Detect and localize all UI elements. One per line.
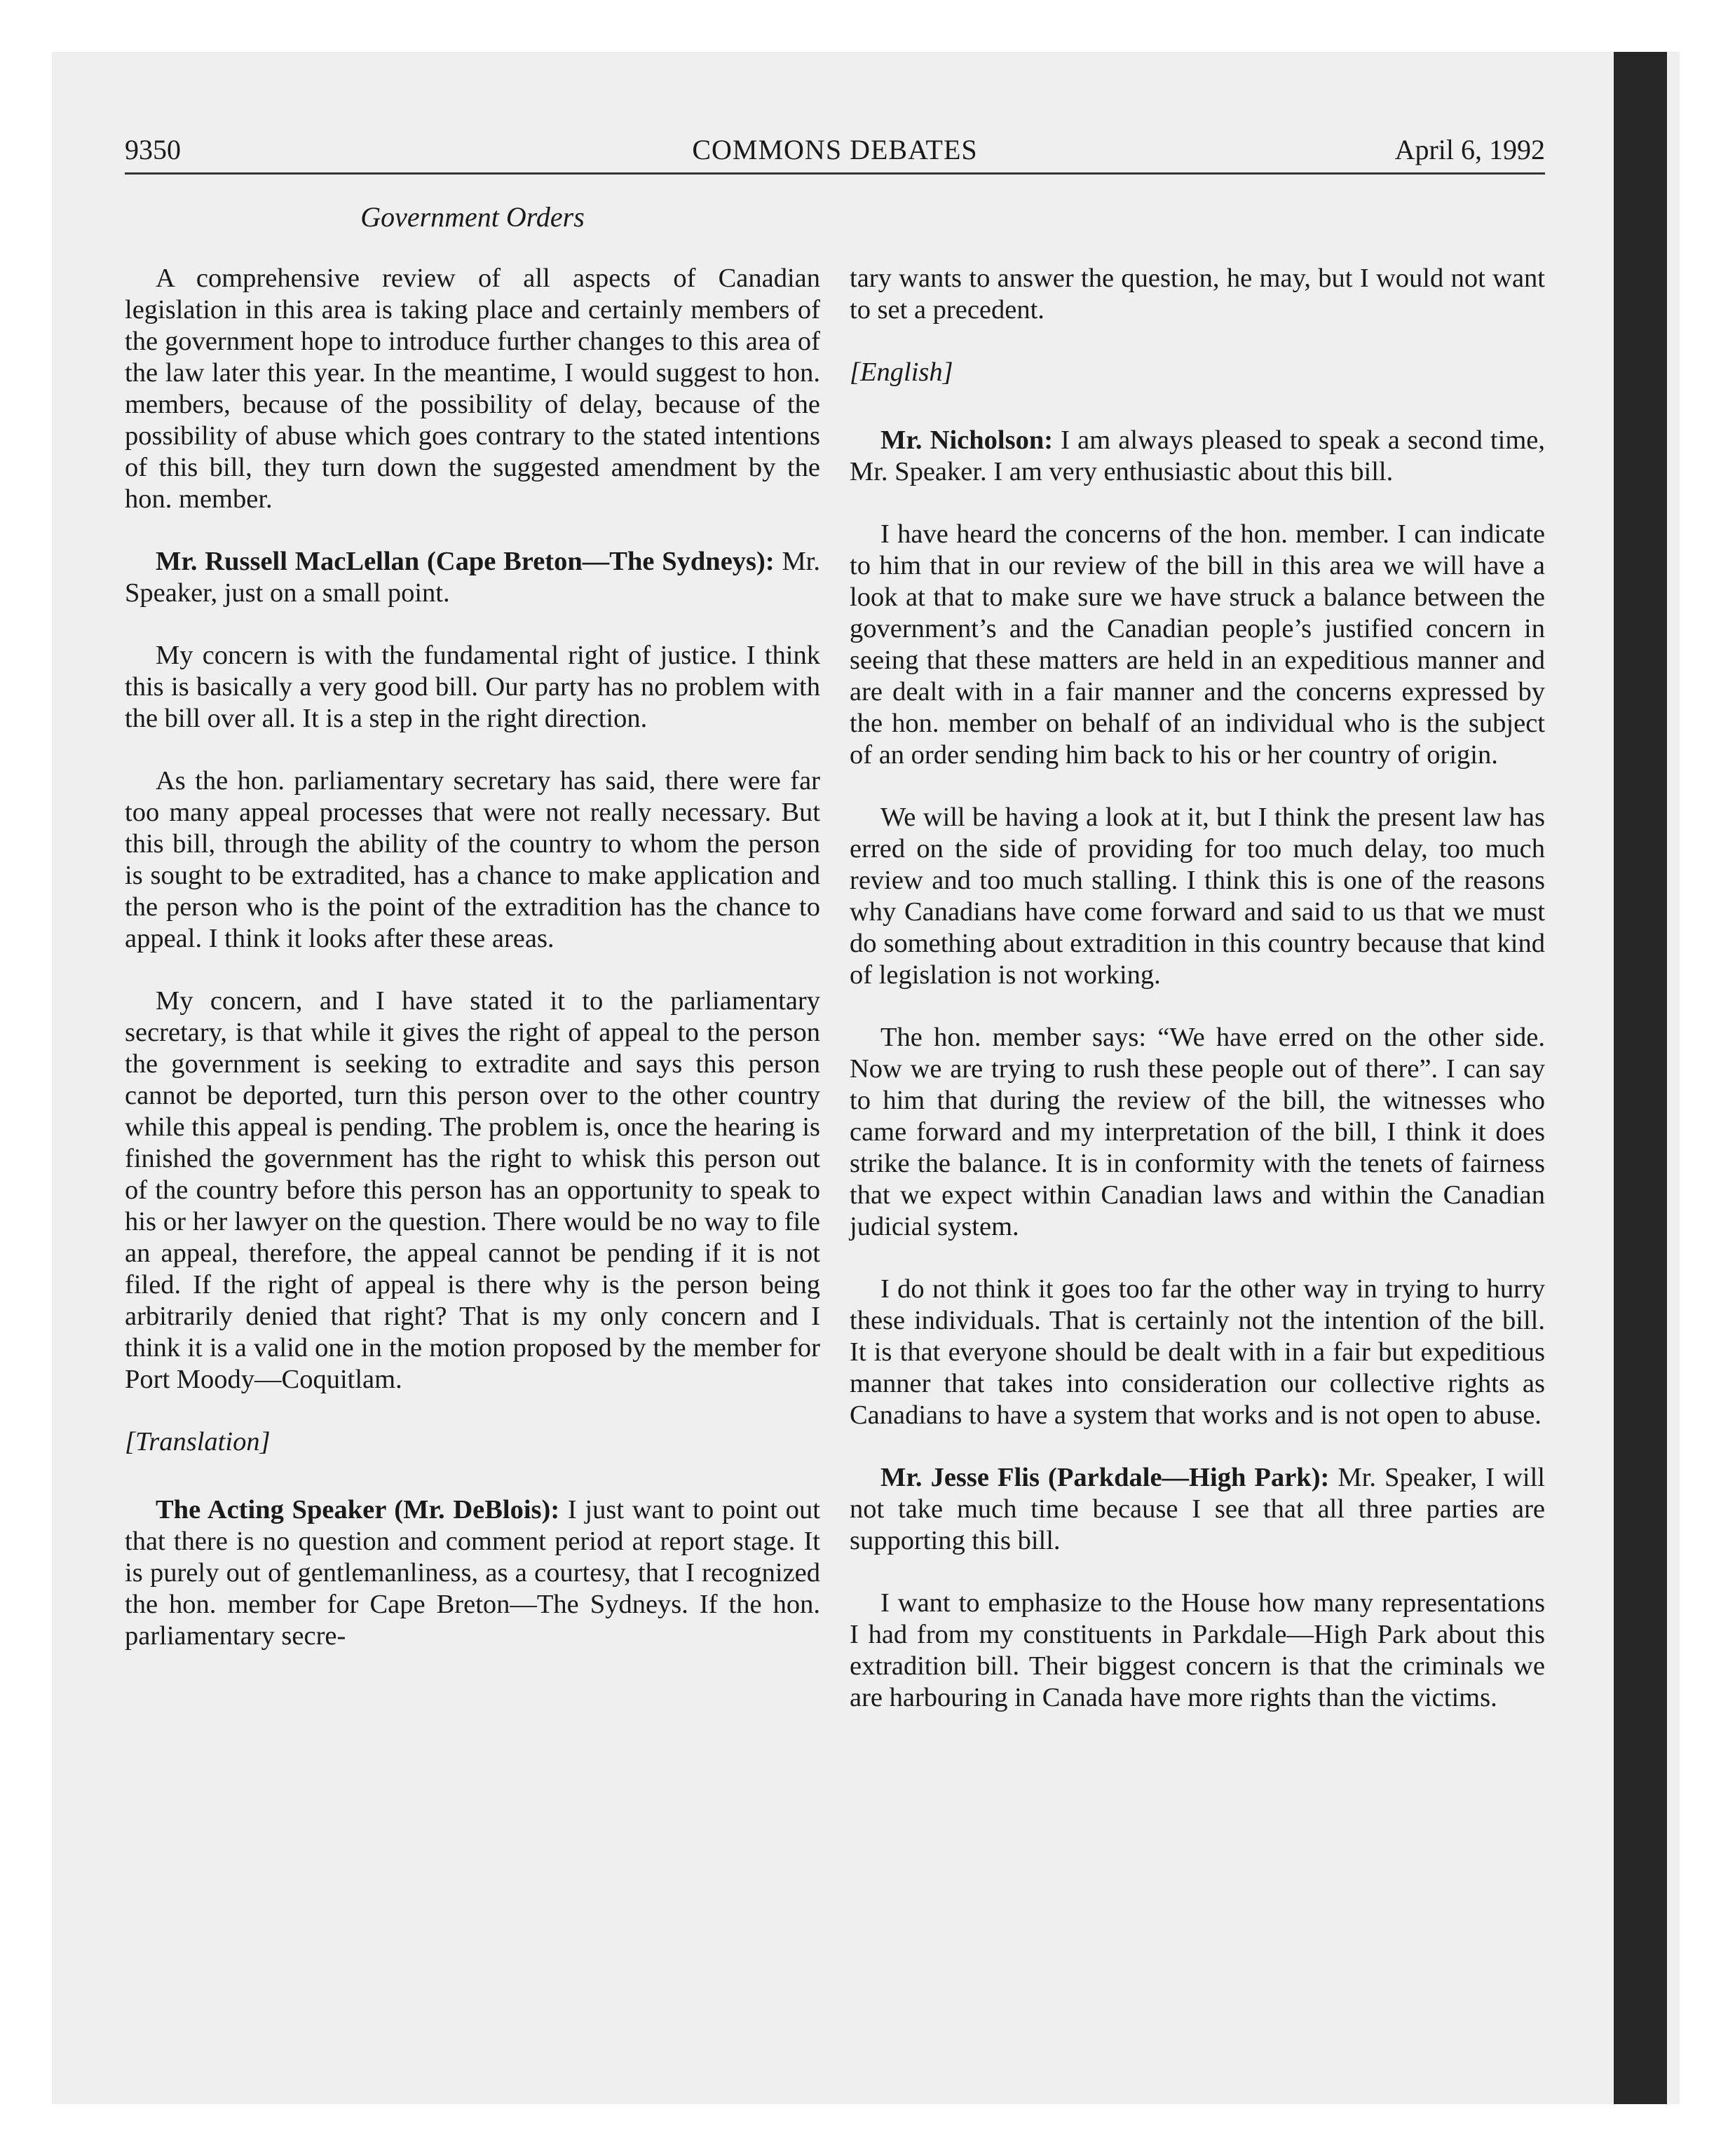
paragraph [850, 1462, 1545, 1557]
paragraph [125, 263, 820, 515]
paragraph [850, 425, 1545, 488]
paragraph [850, 802, 1545, 991]
paragraph-text: I want to emphasize to the House how many representations I had from my constituents in Parkdale—High Park about this extradition bill. Their biggest concern is that the criminals we are harbouring in Canada have more rights than the victims. [850, 1588, 1545, 1712]
paragraph [125, 640, 820, 735]
paragraph-text: I am always pleased to speak a second time, Mr. Speaker. I am very enthusiastic about this bill. [850, 425, 1545, 486]
language-note: [Translation] [125, 1427, 271, 1456]
paragraph [850, 1022, 1545, 1243]
speaker-name: The Acting Speaker (Mr. DeBlois): [156, 1495, 560, 1524]
paragraph-text: The hon. member says: “We have erred on the other side. Now we are trying to rush these people out of there”. I can say to him that during the review of the bill, the witnesses who came forward and my interpretation of the bill, I think it does strike the balance. It is in conformity with the tenets of fairness that we expect within Canadian laws and within the Canadian judicial system. [850, 1023, 1545, 1241]
paragraph-text: As the hon. parliamentary secretary has said, there were far too many appeal processes that were not really necessary. But this bill, through the ability of the country to whom the person is sought to be extradited, has a chance to make application and the person who is the point of the extradition has the chance to appeal. I think it looks after these areas. [125, 766, 820, 953]
language-note: [English] [850, 357, 953, 387]
running-header [125, 133, 1545, 171]
scan-edge-shadow [1614, 52, 1667, 2104]
paragraph [125, 985, 820, 1396]
paragraph [850, 1274, 1545, 1431]
paragraph-continuation: tary wants to answer the question, he may, but I would not want to set a precedent. [850, 264, 1545, 325]
paragraph-text: I do not think it goes too far the other way in trying to hurry these individuals. That is certainly not the intention of the bill. It is that everyone should be dealt with in a fair but expeditious manner that takes into consideration our collective rights as Canadians to have a system that works and is not open to abuse. [850, 1274, 1545, 1430]
header-rule [125, 172, 1545, 175]
speaker-name: Mr. Russell MacLellan (Cape Breton—The Sydneys): [156, 547, 775, 576]
paragraph [125, 546, 820, 609]
section-title: Government Orders [360, 201, 585, 233]
paragraph-text: My concern, and I have stated it to the parliamentary secretary, is that while it gives the right of appeal to the person the government is seeking to extradite and says this person cannot be deported, turn this person over to the other country while this appeal is pending. The problem is, once the hearing is finished the government has the right to whisk this person out of the country before this person has an opportunity to speak to his or her lawyer on the question. There would be no way to file an appeal, therefore, the appeal cannot be pending if it is not filed. If the right of appeal is there why is the person being arbitrarily denied that right? That is my only concern and I think it is a valid one in the motion proposed by the member for Port Moody—Coquitlam. [125, 986, 820, 1394]
paragraph [125, 1494, 820, 1652]
left-column [125, 263, 820, 1683]
speaker-name: Mr. Nicholson: [880, 425, 1054, 455]
paragraph-text: A comprehensive review of all aspects of Canadian legislation in this area is taking place and certainly members of the government hope to introduce further changes to this area of the law later this year. In the meantime, I would suggest to hon. members, because of the possibility of delay, because of the possibility of abuse which goes contrary to the stated intentions of this bill, they turn down the suggested amendment by the hon. member. [125, 264, 820, 514]
paragraph-text: We will be having a look at it, but I think the present law has erred on the side of providing for too much delay, too much review and too much stalling. I think this is one of the reasons why Canadians have come forward and said to us that we must do something about extradition in this country because that kind of legislation is not working. [850, 803, 1545, 990]
paragraph-text: Mr. Speaker, just on a small point. [125, 547, 820, 608]
publication-title: COMMONS DEBATES [692, 134, 978, 165]
page-number: 9350 [125, 134, 181, 165]
paragraph [850, 1588, 1545, 1714]
paragraph-text: Mr. Speaker, I will not take much time because I see that all three parties are supporting this bill. [850, 1463, 1545, 1555]
paragraph-text: I just want to point out that there is no question and comment period at report stage. It is purely out of gentlemanliness, as a courtesy, that I recognized the hon. member for Cape Breton—The Sydneys. If the hon. parliamentary secre- [125, 1495, 820, 1651]
paragraph-text: My concern is with the fundamental right of justice. I think this is basically a very good bill. Our party has no problem with the bill over all. It is a step in the right direction. [125, 641, 820, 733]
paragraph-text: I have heard the concerns of the hon. member. I can indicate to him that in our review of the bill in this area we will have a look at that to make sure we have struck a balance between the government’s and the Canadian people’s justified concern in seeing that these matters are held in an expeditious manner and are dealt with in a fair manner and the concerns expressed by the hon. member on behalf of an individual who is the subject of an order sending him back to his or her country of origin. [850, 519, 1545, 770]
header-date: April 6, 1992 [1394, 134, 1545, 165]
paragraph [850, 519, 1545, 771]
right-column [850, 263, 1545, 1745]
speaker-name: Mr. Jesse Flis (Parkdale—High Park): [880, 1463, 1330, 1492]
paragraph [125, 765, 820, 955]
